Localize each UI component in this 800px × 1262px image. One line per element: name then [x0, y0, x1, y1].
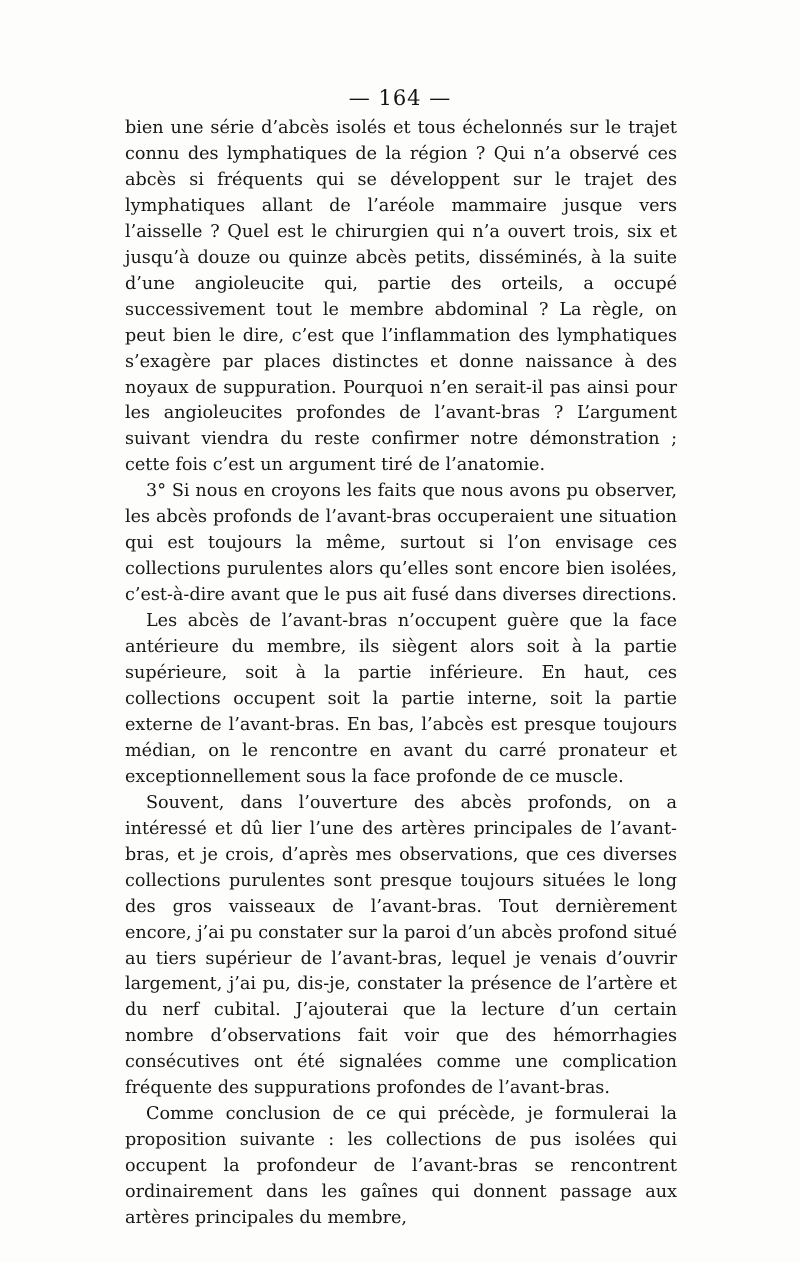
page-number: — 164 —	[348, 86, 452, 110]
paragraph-abscess-location: Les abcès de l’avant-bras n’occupent guère que la face antérieure du membre, ils siègent alors soit à la partie supérieure, soit à la partie inférieure. En haut, ces collections occupent soit la partie interne, soit la partie externe de l’avant-bras. En bas, l’abcès est presque toujours médian, on le rencontre en avant du carré pronateur et exceptionnellement sous la face profonde de ce muscle.	[125, 611, 677, 787]
paragraph-conclusion: Comme conclusion de ce qui précède, je formulerai la proposition suivante : les collections de pus isolées qui occupent la profondeur de l’avant-bras se rencontrent ordinairement dans les gaînes qui donnent passage aux artères principales du membre,	[125, 1104, 677, 1229]
paragraph-point-3: 3° Si nous en croyons les faits que nous avons pu observer, les abcès profonds de l’avant-bras occuperaient une situation qui est toujours la même, surtout si l’on envisage ces collections purulentes alors qu’elles sont encore bien isolées, c’est-à-dire avant que le pus ait fusé dans diverses directions.	[125, 481, 677, 606]
body-text	[125, 116, 677, 1232]
paragraph-arteries: Souvent, dans l’ouverture des abcès profonds, on a intéressé et dû lier l’une des artères principales de l’avant-bras, et je crois, d’après mes observations, que ces diverses collections purulentes sont presque toujours situées le long des gros vaisseaux de l’avant-bras. Tout dernièrement encore, j’ai pu constater sur la paroi d’un abcès profond situé au tiers supérieur de l’avant-bras, lequel je venais d’ouvrir largement, j’ai pu, dis-je, constater la présence de l’artère et du nerf cubital. J’ajouterai que la lecture d’un certain nombre d’observations fait voir que des hémorrhagies consécutives ont été signalées comme une complication fréquente des suppurations profondes de l’avant-bras.	[125, 792, 677, 1099]
paragraph-continuation: bien une série d’abcès isolés et tous échelonnés sur le trajet connu des lymphatiques de la région ? Qui n’a observé ces abcès si fréquents qui se développent sur le trajet des lymphatiques allant de l’aréole mammaire jusque vers l’aisselle ? Quel est le chirurgien qui n’a ouvert trois, six et jusqu’à douze ou quinze abcès petits, disséminés, à la suite d’une angioleucite qui, partie des orteils, a occupé successivement tout le membre abdominal ? La règle, on peut bien le dire, c’est que l’inflammation des lymphatiques s’exagère par places distinctes et donne naissance à des noyaux de suppuration. Pourquoi n’en serait-il pas ainsi pour les angioleucites profondes de l’avant-bras ? L’argument suivant viendra du reste confirmer notre démonstration ; cette fois c’est un argument tiré de l’anatomie.	[125, 118, 677, 476]
